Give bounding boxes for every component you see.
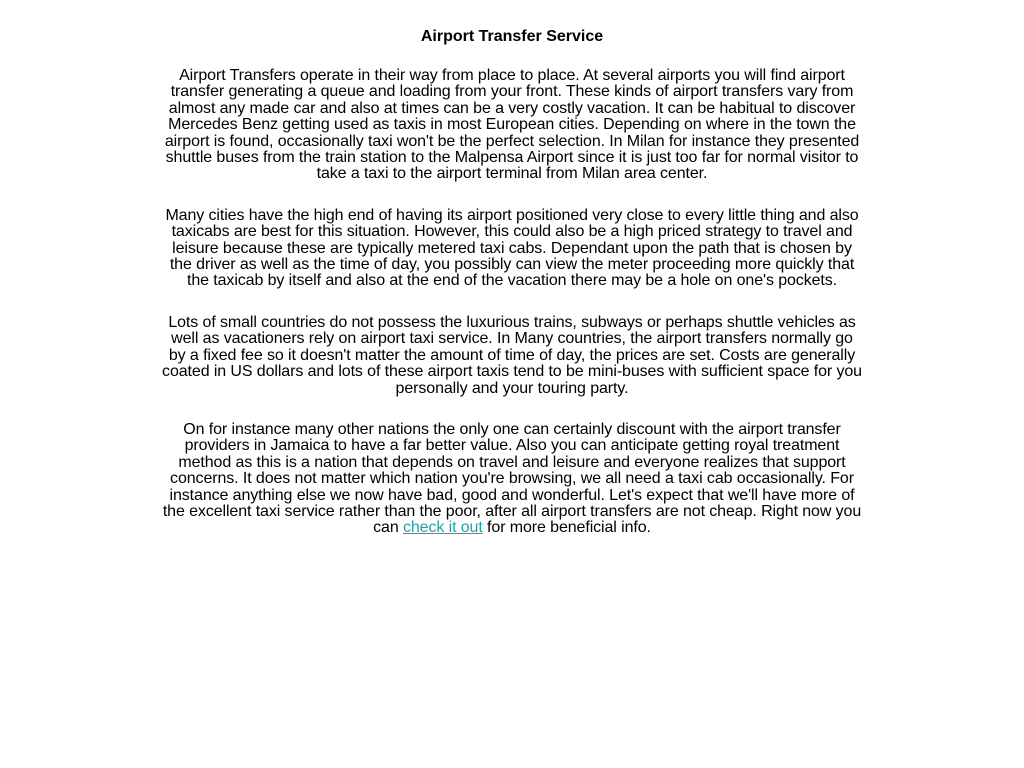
- paragraph-4: [162, 422, 862, 537]
- page-title: Airport Transfer Service: [420, 28, 604, 45]
- paragraph-1: Airport Transfers operate in their way from place to place. At several airports you will find airport transfer generating a queue and loading from your front. These kinds of airport transfers vary from almost any made car and also at times can be a very costly vacation. It can be habitual to discover Mercedes Benz getting used as taxis in most European cities. Depending on where in the town the airport is found, occasionally taxi won't be the perfect selection. In Milan for instance they presented shuttle buses from the train station to the Malpensa Airport since it is just too far for normal visitor to take a taxi to the airport terminal from Milan area center.: [164, 67, 860, 183]
- article: [162, 0, 862, 537]
- paragraph-2: Many cities have the high end of having its airport positioned very close to every little thing and also taxicabs are best for this situation. However, this could also be a high priced strategy to travel and leisure because these are typically metered taxi cabs. Dependant upon the path that is chosen by the driver as well as the time of day, you possibly can view the meter proceeding more quickly that the taxicab by itself and also at the end of the vacation there may be a hole on one's pockets.: [165, 206, 859, 290]
- paragraph-3: Lots of small countries do not possess the luxurious trains, subways or perhaps shuttle vehicles as well as vacationers rely on airport taxi service. In Many countries, the airport transfers normally go by a fixed fee so it doesn't matter the amount of time of day, the prices are set. Costs are generally coated in US dollars and lots of these airport taxis tend to be mini-buses with sufficient space for you personally and your touring party.: [162, 313, 862, 397]
- paragraph-4-text-before: On for instance many other nations the only one can certainly discount with the airport transfer providers in Jamaica to have a far better value. Also you can anticipate getting royal treatment method as this is a nation that depends on travel and leisure and everyone realizes that support concerns. It does not matter which nation you're browsing, we all need a taxi cab occasionally. For instance anything else we now have bad, good and wonderful. Let's expect that we'll have more of the excellent taxi service rather than the poor, after all airport transfers are not cheap. Right now you can: [162, 420, 862, 537]
- check-it-out-link[interactable]: check it out: [402, 519, 483, 537]
- paragraph-4-text-after: for more beneficial info.: [482, 519, 651, 537]
